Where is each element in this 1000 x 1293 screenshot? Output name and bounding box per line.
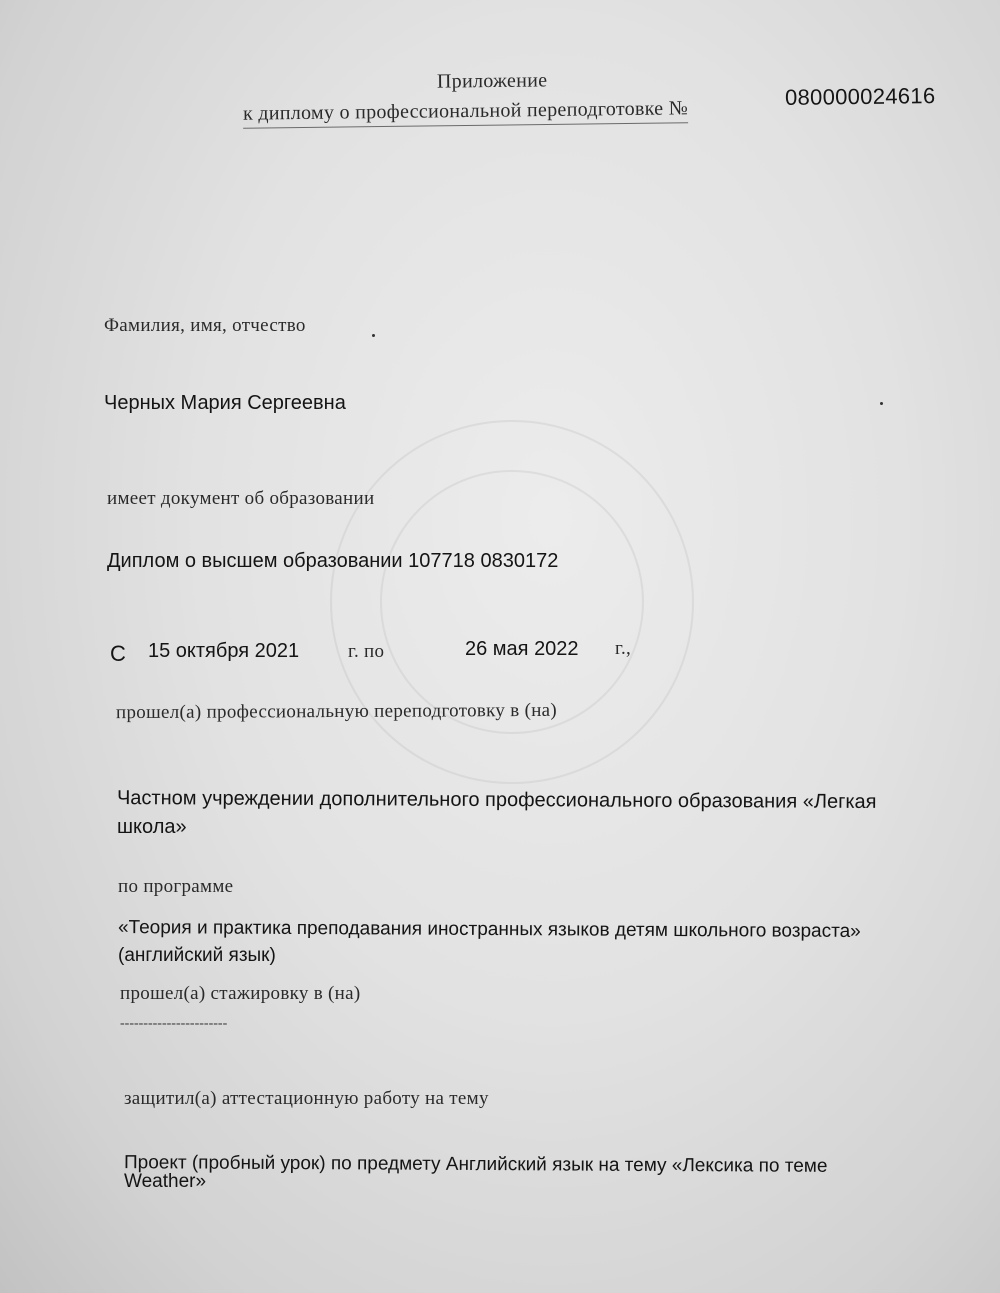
program-line-1: «Теория и практика преподавания иностранных языков детям школьного возраста» [117, 917, 861, 942]
thesis-label: защитил(а) аттестационную работу на тему [124, 1088, 489, 1109]
period-end-label: г., [615, 638, 632, 659]
edu-doc-value: Диплом о высшем образовании 107718 0830172 [107, 550, 559, 572]
internship-value: ----------------------- [120, 1016, 228, 1031]
period-from-date: 15 октября 2021 [148, 640, 300, 662]
period-mid-label: г. по [348, 641, 385, 662]
fio-label: Фамилия, имя, отчество [104, 315, 306, 336]
document-subtitle: к диплому о профессиональной переподготовке № [243, 97, 688, 128]
retraining-label: прошел(а) профессиональную переподготовку в (на) [115, 699, 558, 724]
period-to-date: 26 мая 2022 [465, 638, 579, 660]
fio-value: Черных Мария Сергеевна [104, 392, 346, 414]
watermark-ring [380, 470, 644, 734]
institution-line-1: Частном учреждении дополнительного профессионального образования «Легкая [116, 787, 877, 813]
internship-label: прошел(а) стажировку в (на) [120, 983, 361, 1004]
institution-line-2: школа» [117, 816, 187, 838]
document-title: Приложение [436, 69, 548, 93]
speck [880, 402, 883, 405]
period-from-label: С [110, 641, 126, 666]
program-label: по программе [118, 876, 234, 897]
speck [372, 334, 375, 337]
thesis-line-2: Weather» [124, 1171, 207, 1192]
diploma-number: 080000024616 [784, 83, 936, 110]
thesis-line-1: Проект (пробный урок) по предмету Английский язык на тему «Лексика по теме [123, 1152, 828, 1177]
edu-doc-label: имеет документ об образовании [107, 488, 375, 509]
program-line-2: (английский язык) [118, 945, 276, 966]
